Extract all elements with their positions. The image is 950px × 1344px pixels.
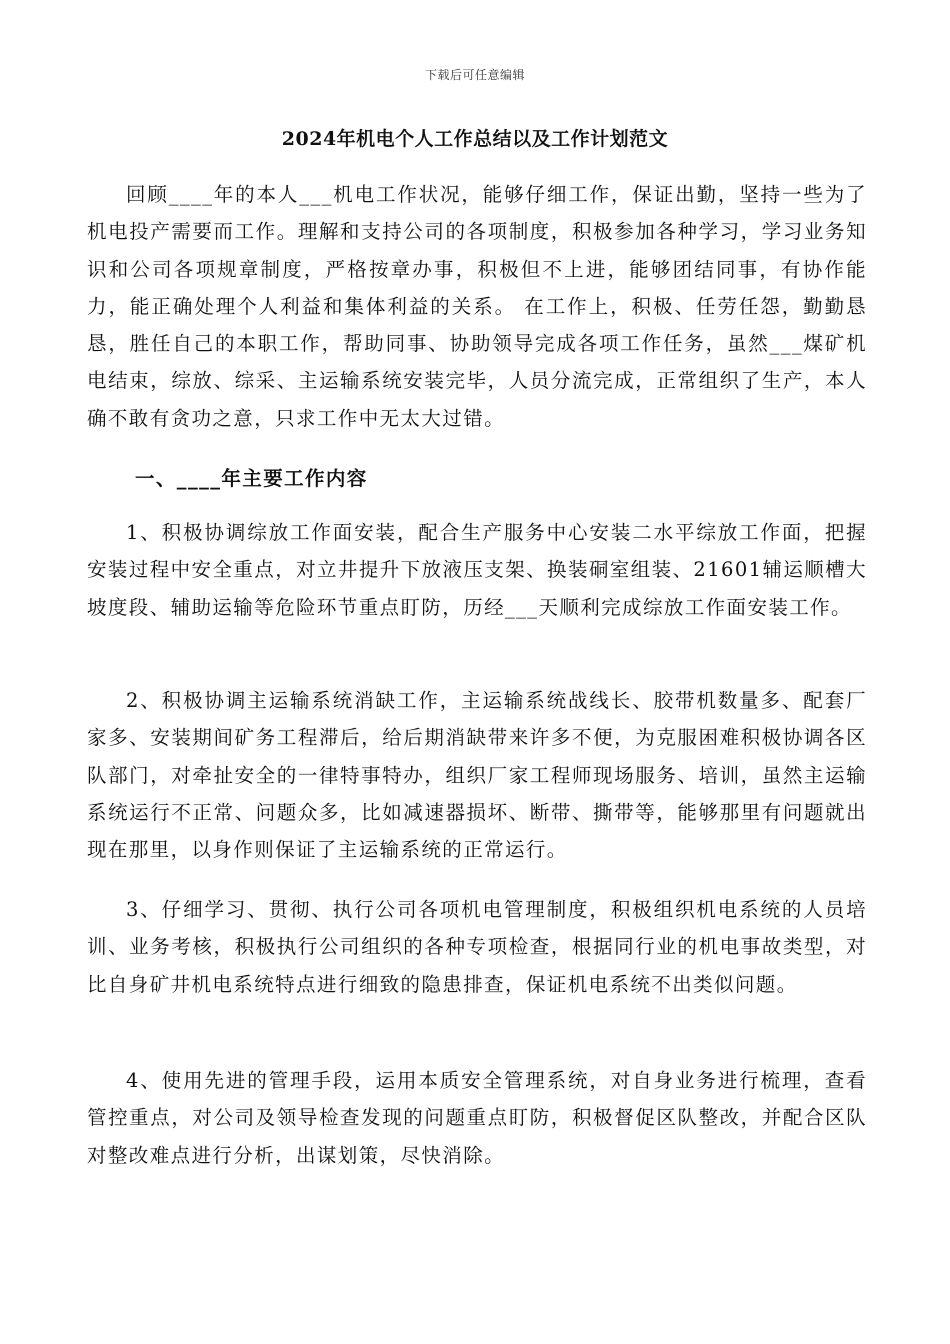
document-title: 2024年机电个人工作总结以及工作计划范文 bbox=[281, 128, 669, 150]
list-item-block bbox=[87, 682, 867, 868]
list-item-block bbox=[87, 1062, 867, 1174]
list-item: 4、使用先进的管理手段，运用本质安全管理系统，对自身业务进行梳理，查看管控重点，对公司及领导检查发现的问题重点盯防，积极督促区队整改，并配合区队对整改难点进行分析，出谋划策，尽快消除。 bbox=[87, 1069, 867, 1167]
section-heading: 一、____年主要工作内容 bbox=[135, 467, 368, 490]
list-item: 3、仔细学习、贯彻、执行公司各项机电管理制度，积极组织机电系统的人员培训、业务考核，积极执行公司组织的各种专项检查，根据同行业的机电事故类型，对比自身矿井机电系统特点进行细致的隐患排查，保证机电系统不出类似问题。 bbox=[87, 898, 867, 996]
list-item: 2、积极协调主运输系统消缺工作，主运输系统战线长、胶带机数量多、配套厂家多、安装期间矿务工程滞后，给后期消缺带来许多不便，为克服困难积极协调各区队部门，对牵扯安全的一律特事特办，组织厂家工程师现场服务、培训，虽然主运输系统运行不正常、问题众多，比如减速器损坏、断带、撕带等，能够那里有问题就出现在那里，以身作则保证了主运输系统的正常运行。 bbox=[87, 689, 867, 862]
list-item-block bbox=[87, 514, 867, 626]
list-item-block bbox=[87, 891, 867, 1003]
intro-paragraph: 回顾____年的本人___机电工作状况，能够仔细工作，保证出勤，坚持一些为了机电投产需要而工作。理解和支持公司的各项制度，积极参加各种学习，学习业务知识和公司各项规章制度，严格按章办事，积极但不上进，能够团结同事，有协作能力，能正确处理个人利益和集体利益的关系。 在工作上，积极、任劳任怨，勤勤恳恳，胜任自己的本职工作，帮助同事、协助领导完成各项工作任务，虽然___煤矿机电结束，综放、综采、主运输系统安装完毕，人员分流完成，正常组织了生产，本人确不敢有贪功之意，只求工作中无太大过错。 bbox=[87, 183, 867, 430]
header-note: 下载后可任意编辑 bbox=[424, 68, 525, 82]
intro-paragraph-block bbox=[87, 176, 867, 437]
list-item: 1、积极协调综放工作面安装，配合生产服务中心安装二水平综放工作面，把握安装过程中安全重点，对立井提升下放液压支架、换装硐室组装、21601辅运顺槽大坡度段、辅助运输等危险环节重点盯防，历经___天顺利完成综放工作面安装工作。 bbox=[87, 521, 867, 619]
